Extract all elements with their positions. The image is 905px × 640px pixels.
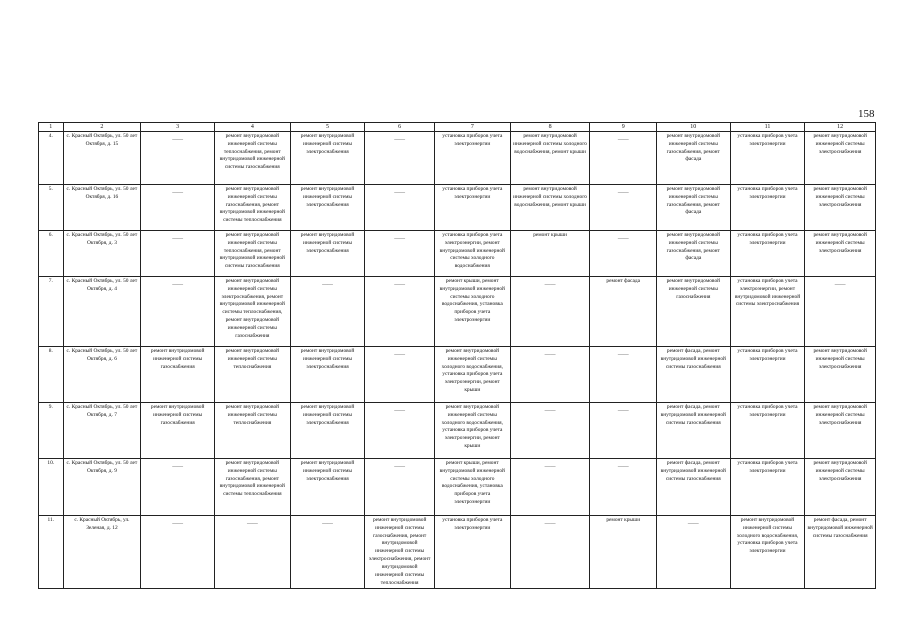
work-cell [510,403,590,459]
cell-text: —— [687,521,699,527]
cell-text: ремонт внутридомовой инженерной системы теплоснабжения, ремонт внутридомовой инженерной системы газоснабжения [219,133,285,171]
cell-text: —— [172,521,184,527]
cell-text: —— [617,408,629,414]
cell-text: с. Красный Октябрь, ул. 50 лет Октября, д. 15 [66,133,138,147]
cell-text: —— [322,282,333,288]
cell-text: установка приборов учета электроэнергии [737,404,798,418]
work-cell [290,185,365,231]
work-cell [656,459,730,516]
work-cell [141,459,215,516]
cell-text: ремонт внутридомовой инженерной системы газоснабжения, ремонт фасада [666,232,721,262]
work-cell [434,459,510,516]
cell-text: ремонт внутридомовой инженерной системы электроснабжения [813,232,867,254]
cell-text: ремонт внутридомовой инженерной системы газоснабжения [150,404,205,426]
cell-text: —— [617,352,629,358]
work-cell [214,403,290,459]
work-cell [214,132,290,185]
work-cell [730,459,805,516]
table-row [39,185,876,231]
work-cell [656,277,730,347]
address-cell [63,231,141,277]
header-cell: 5 [290,123,365,132]
cell-text: установка приборов учета электроэнергии [442,133,503,147]
work-cell [141,347,215,403]
work-cell [510,459,590,516]
cell-text: установка приборов учета электроэнергии [737,186,798,200]
cell-text: ремонт фасада, ремонт внутридомовой инженерной системы газоснабжения [660,404,726,426]
cell-text: ремонт внутридомовой инженерной системы холодного водоснабжения, установка приборов учета электроэнергии, ремонт крыши [441,404,503,450]
cell-text: установка приборов учета электроэнергии [737,348,798,362]
work-cell [290,277,365,347]
work-cell [290,132,365,185]
cell-text: ремонт внутридомовой инженерной системы электроснабжения [300,404,355,426]
cell-text: —— [394,236,406,242]
header-cell: 9 [590,123,657,132]
work-cell [805,277,876,347]
cell-text: установка приборов учета электроэнергии [442,517,503,531]
work-cell [290,516,365,589]
work-cell [290,459,365,516]
cell-text: —— [544,352,556,358]
work-cell [365,185,435,231]
cell-text: ремонт внутридомовой инженерной системы газоснабжения, ремонт внутридомовой инженерной системы теплоснабжения [219,460,285,498]
cell-text: ремонт внутридомовой инженерной системы теплоснабжения [225,348,280,370]
cell-text: ремонт внутридомовой инженерной системы холодного водоснабжения, ремонт крыши [513,133,587,155]
cell-text: ремонт внутридомовой инженерной системы теплоснабжения [225,404,280,426]
work-cell [590,459,657,516]
cell-text: ремонт внутридомовой инженерной системы газоснабжения [666,278,721,300]
work-cell [141,516,215,589]
cell-text: установка приборов учета электроэнергии [442,186,503,200]
header-cell: 10 [656,123,730,132]
cell-text: 7. [48,278,53,284]
cell-text: —— [394,190,406,196]
cell-text: —— [172,282,184,288]
work-cell [656,132,730,185]
table-row [39,459,876,516]
work-cell [805,516,876,589]
cell-text: ремонт внутридомовой инженерной системы электроснабжения [300,133,355,155]
cell-text: ремонт крыши [606,517,641,523]
cell-text: ремонт внутридомовой инженерной системы теплоснабжения, ремонт внутридомовой инженерной системы газоснабжения [219,232,285,270]
work-cell [214,277,290,347]
cell-text: 5. [48,186,53,192]
work-cell [434,231,510,277]
work-cell [590,132,657,185]
cell-text: ремонт крыши [533,232,567,238]
cell-text: 11. [47,517,55,523]
work-cell [290,403,365,459]
table-row [39,277,876,347]
address-cell [63,185,141,231]
work-cell [365,516,435,589]
cell-text: —— [322,521,333,527]
cell-text: —— [394,282,406,288]
cell-text: ремонт внутридомовой инженерной системы электроснабжения [813,348,867,370]
work-cell [730,403,805,459]
cell-text: —— [172,137,184,143]
cell-text: ремонт фасада, ремонт внутридомовой инженерной системы газоснабжения [660,348,726,370]
cell-text: ремонт фасада [606,278,641,284]
cell-text: —— [544,282,556,288]
row-number [39,459,64,516]
work-cell [805,347,876,403]
work-cell [730,516,805,589]
cell-text: ремонт внутридомовой инженерной системы электроснабжения [813,460,867,482]
work-cell [805,231,876,277]
cell-text: ремонт внутридомовой инженерной системы электроснабжения [813,404,867,426]
cell-text: ремонт внутридомовой инженерной системы электроснабжения [813,186,867,208]
row-number [39,516,64,589]
row-number [39,185,64,231]
cell-text: ремонт внутридомовой инженерной системы электроснабжения [300,232,355,254]
cell-text: ремонт внутридомовой инженерной системы холодного водоснабжения, установка приборов учета электроэнергии, ремонт крыши [441,348,503,394]
cell-text: —— [394,464,406,470]
work-cell [141,231,215,277]
address-cell [63,459,141,516]
header-cell: 6 [365,123,435,132]
work-cell [510,132,590,185]
cell-text: 4. [48,133,53,139]
work-cell [805,185,876,231]
cell-text: —— [246,521,258,527]
cell-text: с. Красный Октябрь, ул. 50 лет Октября, д. 4 [66,278,138,292]
header-cell: 12 [805,123,876,132]
cell-text: —— [617,464,629,470]
cell-text: ремонт крыши, ремонт внутридомовой инженерной системы холодного водоснабжения, установка приборов учета электроэнергии [439,460,505,506]
cell-text: —— [544,408,556,414]
work-cell [805,459,876,516]
work-cell [730,277,805,347]
work-cell [434,403,510,459]
work-cell [656,403,730,459]
work-cell [590,185,657,231]
cell-text: 6. [48,232,53,238]
work-cell [805,403,876,459]
cell-text: установка приборов учета электроэнергии [737,232,798,246]
address-cell [63,132,141,185]
work-cell [365,132,435,185]
cell-text: —— [834,282,846,288]
cell-text: с. Красный Октябрь, ул. 50 лет Октября, д. 3 [66,232,138,246]
work-cell [510,231,590,277]
work-cell [434,132,510,185]
cell-text: ремонт внутридомовой инженерной системы газоснабжения [150,348,205,370]
row-number [39,231,64,277]
table-row [39,403,876,459]
cell-text: ремонт внутридомовой инженерной системы электроснабжения [813,133,867,155]
cell-text: с. Красный Октябрь, ул. 50 лет Октября, д. 7 [66,404,138,418]
work-cell [510,516,590,589]
row-number [39,277,64,347]
work-cell [656,185,730,231]
table-row [39,231,876,277]
cell-text: ремонт внутридомовой инженерной системы холодного водоснабжения, ремонт крыши [513,186,587,208]
work-cell [590,403,657,459]
cell-text: установка приборов учета электроэнергии [737,460,798,474]
address-cell [63,403,141,459]
work-cell [730,132,805,185]
address-cell [63,516,141,589]
cell-text: ремонт внутридомовой инженерной системы газоснабжения, ремонт фасада [666,186,721,216]
work-cell [214,516,290,589]
work-cell [590,277,657,347]
cell-text: ремонт внутридомовой инженерной системы газоснабжения, ремонт внутридомовой инженерной системы теплоснабжения [219,186,285,224]
row-number [39,403,64,459]
work-cell [141,185,215,231]
cell-text: 8. [48,348,53,354]
cell-text: —— [617,236,629,242]
cell-text: —— [172,236,184,242]
cell-text: с. Красный Октябрь, ул. Зеленая, д. 12 [74,517,130,531]
cell-text: —— [544,521,556,527]
cell-text: ремонт фасада, ремонт внутридомовой инженерной системы газоснабжения [807,517,873,539]
cell-text: установка приборов учета электроэнергии, ремонт внутридомовой инженерной системы холодного водоснабжения [439,232,505,270]
work-cell [214,459,290,516]
cell-text: 10. [47,460,55,466]
work-cell [141,277,215,347]
work-cell [590,231,657,277]
header-row [39,123,876,132]
header-cell: 4 [214,123,290,132]
work-cell [656,231,730,277]
table-row [39,347,876,403]
cell-text: ремонт внутридомовой инженерной системы газоснабжения, ремонт фасада [666,133,721,163]
cell-text: установка приборов учета электроэнергии [737,133,798,147]
work-cell [656,347,730,403]
work-cell [434,516,510,589]
header-cell: 2 [63,123,141,132]
row-number [39,132,64,185]
cell-text: —— [172,190,184,196]
cell-text: ремонт внутридомовой инженерной системы электроснабжения [300,348,355,370]
work-cell [805,132,876,185]
work-cell [730,185,805,231]
header-cell: 8 [510,123,590,132]
cell-text: —— [394,137,406,143]
cell-text: ремонт внутридомовой инженерной системы газоснабжения, ремонт внутридомовой инженерной системы электроснабжения, ремонт внутридомовой инженерной системы теплоснабжения [368,517,431,586]
header-cell: 11 [730,123,805,132]
cell-text: ремонт крыши, ремонт внутридомовой инженерной системы холодного водоснабжения, установка приборов учета электроэнергии [439,278,505,324]
work-cell [434,277,510,347]
work-cell [434,347,510,403]
work-cell [141,403,215,459]
work-cell [590,516,657,589]
work-cell [590,347,657,403]
work-cell [730,347,805,403]
row-number [39,347,64,403]
cell-text: с. Красный Октябрь, ул. 50 лет Октября, д. 16 [66,186,138,200]
cell-text: —— [394,352,406,358]
work-cell [510,277,590,347]
cell-text: —— [544,464,556,470]
work-cell [214,231,290,277]
cell-text: установка приборов учета электроэнергии, ремонт внутридомовой инженерной системы электроснабжения [734,278,801,308]
work-cell [365,231,435,277]
work-cell [365,459,435,516]
cell-text: —— [394,408,406,414]
header-cell: 7 [434,123,510,132]
address-cell [63,277,141,347]
table-row [39,516,876,589]
header-cell: 3 [141,123,215,132]
header-cell: 1 [39,123,64,132]
work-cell [290,231,365,277]
table-row [39,132,876,185]
cell-text: ремонт внутридомовой инженерной системы электроснабжения, ремонт внутридомовой инженерной системы теплоснабжения, ремонт внутридомовой инженерной системы газоснабжения [219,278,285,339]
cell-text: 9. [48,404,53,410]
repair-schedule-table [38,122,876,589]
cell-text: —— [617,190,629,196]
work-cell [141,132,215,185]
work-cell [510,185,590,231]
work-cell [365,347,435,403]
work-cell [365,403,435,459]
cell-text: —— [617,137,629,143]
work-cell [434,185,510,231]
cell-text: —— [172,464,184,470]
address-cell [63,347,141,403]
work-cell [214,347,290,403]
page-number: 158 [858,108,875,120]
cell-text: с. Красный Октябрь, ул. 50 лет Октября, д. 6 [66,348,138,362]
work-cell [656,516,730,589]
cell-text: ремонт фасада, ремонт внутридомовой инженерной системы газоснабжения [660,460,726,482]
cell-text: ремонт внутридомовой инженерной системы холодного водоснабжения, установка приборов учета электроэнергии [736,517,799,555]
work-cell [214,185,290,231]
work-cell [510,347,590,403]
work-cell [730,231,805,277]
cell-text: с. Красный Октябрь, ул. 50 лет Октября, д. 9 [66,460,138,474]
work-cell [290,347,365,403]
cell-text: ремонт внутридомовой инженерной системы электроснабжения [300,460,355,482]
work-cell [365,277,435,347]
cell-text: ремонт внутридомовой инженерной системы электроснабжения [300,186,355,208]
